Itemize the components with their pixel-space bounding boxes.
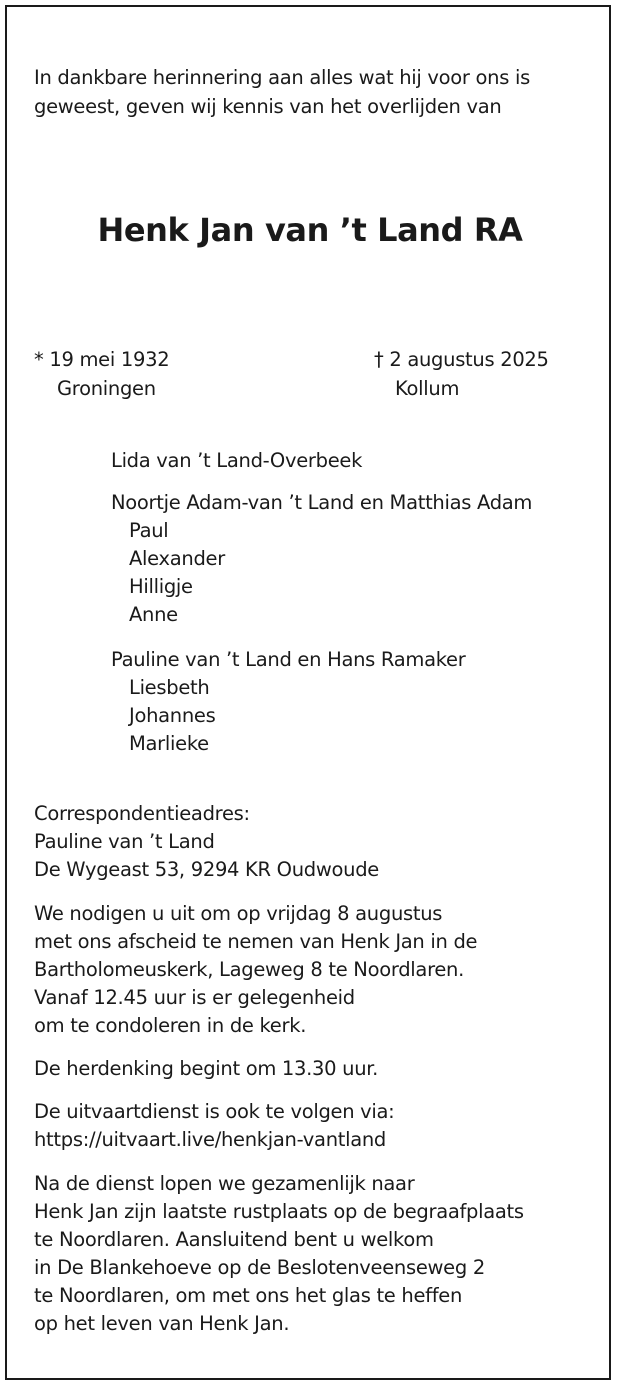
after-service-line: Henk Jan zijn laatste rustplaats op de begraafplaats [34, 1200, 524, 1223]
invitation-line: met ons afscheid te nemen van Henk Jan in de [34, 930, 478, 953]
intro-line: In dankbare herinnering aan alles wat hij voor ons is [34, 66, 530, 89]
invitation-line: Vanaf 12.45 uur is er gelegenheid [34, 986, 355, 1009]
grandchild-name: Anne [129, 603, 178, 626]
spouse-name: Lida van ’t Land-Overbeek [111, 449, 363, 472]
after-service-line: op het leven van Henk Jan. [34, 1312, 290, 1335]
invitation-line: om te condoleren in de kerk. [34, 1014, 307, 1037]
commemoration-time: De herdenking begint om 13.30 uur. [34, 1057, 379, 1080]
livestream-url: https://uitvaart.live/henkjan-vantland [34, 1128, 387, 1151]
deceased-name: Henk Jan van ’t Land RA [97, 211, 523, 249]
birth-place: Groningen [57, 377, 156, 400]
correspondence-name: Pauline van ’t Land [34, 830, 215, 853]
intro-line: geweest, geven wij kennis van het overlijden van [34, 95, 502, 118]
after-service-line: te Noordlaren, om met ons het glas te heffen [34, 1284, 463, 1307]
grandchild-name: Hilligje [129, 575, 193, 598]
grandchild-name: Alexander [129, 547, 225, 570]
grandchild-name: Marlieke [129, 732, 209, 755]
correspondence-address: De Wygeast 53, 9294 KR Oudwoude [34, 858, 379, 881]
after-service-line: Na de dienst lopen we gezamenlijk naar [34, 1172, 415, 1195]
child-couple: Noortje Adam-van ’t Land en Matthias Adam [111, 491, 533, 514]
grandchild-name: Liesbeth [129, 676, 210, 699]
after-service-line: in De Blankehoeve op de Beslotenveenseweg 2 [34, 1256, 485, 1279]
correspondence-heading: Correspondentieadres: [34, 802, 250, 825]
death-date: † 2 augustus 2025 [374, 348, 549, 371]
grandchild-name: Paul [129, 519, 169, 542]
after-service-line: te Noordlaren. Aansluitend bent u welkom [34, 1228, 434, 1251]
grandchild-name: Johannes [129, 704, 216, 727]
death-place: Kollum [395, 377, 460, 400]
invitation-line: We nodigen u uit om op vrijdag 8 augustus [34, 902, 443, 925]
livestream-line: De uitvaartdienst is ook te volgen via: [34, 1100, 395, 1123]
child-couple: Pauline van ’t Land en Hans Ramaker [111, 648, 466, 671]
invitation-line: Bartholomeuskerk, Lageweg 8 te Noordlaren. [34, 958, 465, 981]
birth-date: * 19 mei 1932 [34, 348, 170, 371]
